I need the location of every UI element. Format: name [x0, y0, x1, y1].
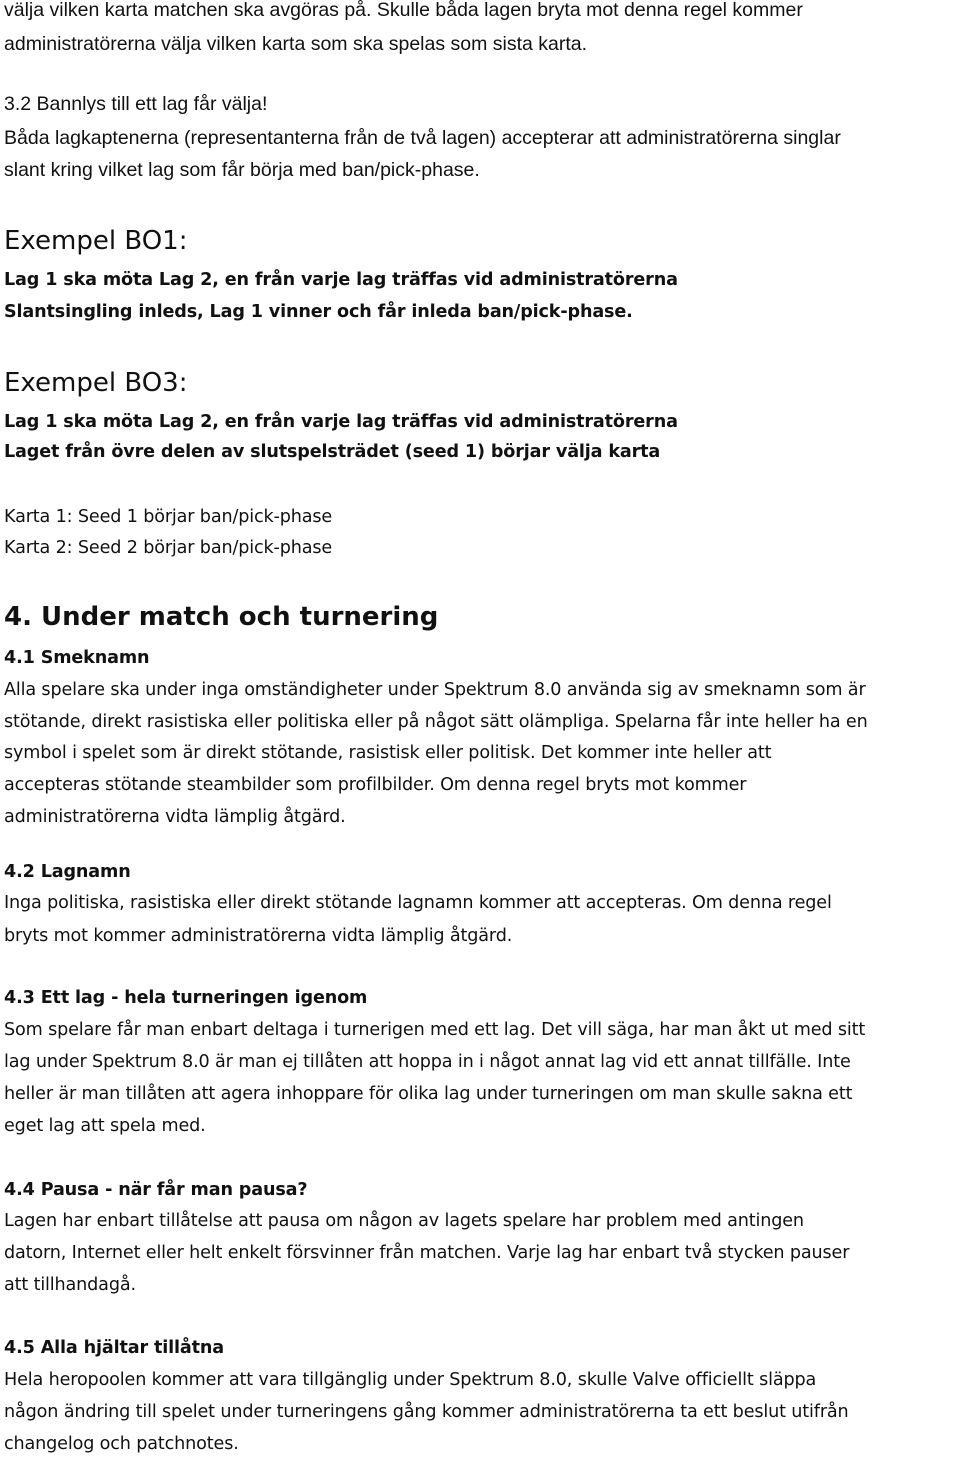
- section-4-5-heading: 4.5 Alla hjältar tillåtna: [4, 1338, 224, 1358]
- example-bo1-heading: Exempel BO1:: [4, 226, 188, 256]
- intro-line-2: administratörerna välja vilken karta som ska spelas som sista karta.: [4, 33, 588, 55]
- example-bo3-line-1: Lag 1 ska möta Lag 2, en från varje lag träffas vid administratörerna: [4, 412, 678, 432]
- example-bo3-line-2: Laget från övre delen av slutspelsträdet (seed 1) börjar välja karta: [4, 442, 661, 462]
- section-4-4-line-1: Lagen har enbart tillåtelse att pausa om någon av lagets spelare har problem med antingen: [4, 1211, 804, 1231]
- section-4-3-line-1: Som spelare får man enbart deltaga i turnerigen med ett lag. Det vill säga, har man åkt ut med sitt: [4, 1020, 866, 1040]
- section-4-3-line-3: heller är man tillåten att agera inhoppare för olika lag under turneringen om man skulle sakna ett: [4, 1084, 853, 1104]
- section-4-1-line-3: symbol i spelet som är direkt stötande, rasistisk eller politisk. Det kommer inte heller att: [4, 743, 772, 763]
- section-3-2-line-2: slant kring vilket lag som får börja med ban/pick-phase.: [4, 159, 480, 181]
- example-bo3-heading: Exempel BO3:: [4, 368, 188, 398]
- section-4-4-heading: 4.4 Pausa - när får man pausa?: [4, 1180, 308, 1200]
- section-4-5-line-1: Hela heropoolen kommer att vara tillgänglig under Spektrum 8.0, skulle Valve officiellt släppa: [4, 1370, 817, 1390]
- section-4-1-heading: 4.1 Smeknamn: [4, 648, 150, 668]
- section-4-1-line-2: stötande, direkt rasistiska eller politiska eller på något sätt olämpliga. Spelarna får inte heller ha en: [4, 712, 868, 732]
- section-4-1-line-4: accepteras stötande steambilder som profilbilder. Om denna regel bryts mot kommer: [4, 775, 747, 795]
- section-4-5-line-3: changelog och patchnotes.: [4, 1434, 239, 1454]
- section-3-2-heading: 3.2 Bannlys till ett lag får välja!: [4, 93, 268, 115]
- section-4-1-line-5: administratörerna vidta lämplig åtgärd.: [4, 807, 346, 827]
- section-4-4-line-2: datorn, Internet eller helt enkelt försvinner från matchen. Varje lag har enbart två stycken pauser: [4, 1243, 850, 1263]
- section-4-heading: 4. Under match och turnering: [4, 602, 439, 632]
- section-4-2-line-1: Inga politiska, rasistiska eller direkt stötande lagnamn kommer att accepteras. Om denna regel: [4, 893, 832, 913]
- example-bo3-map-1: Karta 1: Seed 1 börjar ban/pick-phase: [4, 507, 333, 527]
- section-4-1-line-1: Alla spelare ska under inga omständigheter under Spektrum 8.0 använda sig av smeknamn som är: [4, 680, 866, 700]
- intro-line-1: välja vilken karta matchen ska avgöras på. Skulle båda lagen bryta mot denna regel kommer: [4, 0, 803, 21]
- example-bo3-map-2: Karta 2: Seed 2 börjar ban/pick-phase: [4, 538, 333, 558]
- section-4-3-line-4: eget lag att spela med.: [4, 1116, 206, 1136]
- section-4-4-line-3: att tillhandagå.: [4, 1275, 136, 1295]
- section-4-2-heading: 4.2 Lagnamn: [4, 862, 131, 882]
- example-bo1-line-1: Lag 1 ska möta Lag 2, en från varje lag träffas vid administratörerna: [4, 270, 678, 290]
- section-4-3-heading: 4.3 Ett lag - hela turneringen igenom: [4, 988, 368, 1008]
- section-4-5-line-2: någon ändring till spelet under turneringens gång kommer administratörerna ta ett beslut utifrån: [4, 1402, 849, 1422]
- section-4-2-line-2: bryts mot kommer administratörerna vidta lämplig åtgärd.: [4, 926, 513, 946]
- section-3-2-line-1: Båda lagkaptenerna (representanterna från de två lagen) accepterar att administratörerna singlar: [4, 127, 841, 149]
- example-bo1-line-2: Slantsingling inleds, Lag 1 vinner och får inleda ban/pick-phase.: [4, 302, 633, 322]
- section-4-3-line-2: lag under Spektrum 8.0 är man ej tillåten att hoppa in i något annat lag vid ett annat tillfälle. Inte: [4, 1052, 851, 1072]
